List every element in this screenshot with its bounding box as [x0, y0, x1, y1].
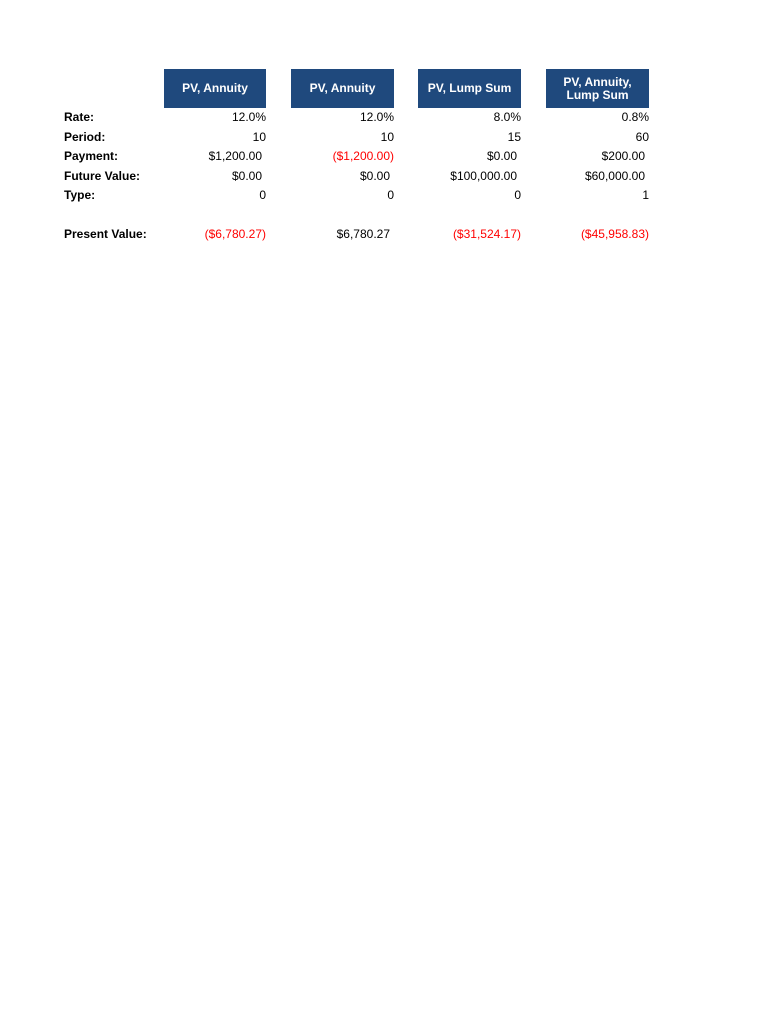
cell-present-value-col4[interactable]: ($45,958.83) — [580, 227, 649, 241]
cell-period-col2[interactable]: 10 — [380, 130, 394, 144]
row-label-rate: Rate: — [64, 110, 95, 124]
cell-payment-col4[interactable]: $200.00 — [601, 149, 645, 163]
cell-period-col4[interactable]: 60 — [635, 130, 649, 144]
cell-payment-col1[interactable]: $1,200.00 — [208, 149, 262, 163]
row-label-future-value: Future Value: — [64, 169, 141, 183]
cell-period-col3[interactable]: 15 — [507, 130, 521, 144]
row-label-payment: Payment: — [64, 149, 119, 163]
row-label-present-value: Present Value: — [64, 227, 147, 241]
cell-present-value-col1[interactable]: ($6,780.27) — [204, 227, 266, 241]
column-header-pv-annuity-1[interactable]: PV, Annuity — [164, 69, 266, 108]
cell-type-col2[interactable]: 0 — [387, 188, 394, 202]
row-label-period: Period: — [64, 130, 106, 144]
cell-type-col1[interactable]: 0 — [259, 188, 266, 202]
column-header-pv-annuity-2[interactable]: PV, Annuity — [291, 69, 394, 108]
cell-payment-col3[interactable]: $0.00 — [486, 149, 517, 163]
cell-type-col4[interactable]: 1 — [642, 188, 649, 202]
cell-period-col1[interactable]: 10 — [252, 130, 266, 144]
column-header-pv-lump-sum[interactable]: PV, Lump Sum — [418, 69, 521, 108]
cell-future-value-col1[interactable]: $0.00 — [231, 169, 262, 183]
cell-future-value-col3[interactable]: $100,000.00 — [450, 169, 517, 183]
cell-present-value-col2[interactable]: $6,780.27 — [336, 227, 390, 241]
cell-payment-col2[interactable]: ($1,200.00) — [332, 149, 394, 163]
cell-present-value-col3[interactable]: ($31,524.17) — [452, 227, 521, 241]
cell-rate-col2[interactable]: 12.0% — [359, 110, 394, 124]
cell-rate-col4[interactable]: 0.8% — [621, 110, 649, 124]
cell-rate-col1[interactable]: 12.0% — [231, 110, 266, 124]
cell-future-value-col2[interactable]: $0.00 — [359, 169, 390, 183]
cell-rate-col3[interactable]: 8.0% — [493, 110, 521, 124]
column-header-pv-annuity-lump-sum[interactable]: PV, Annuity, Lump Sum — [546, 69, 649, 108]
row-label-type: Type: — [64, 188, 96, 202]
cell-type-col3[interactable]: 0 — [514, 188, 521, 202]
cell-future-value-col4[interactable]: $60,000.00 — [584, 169, 645, 183]
